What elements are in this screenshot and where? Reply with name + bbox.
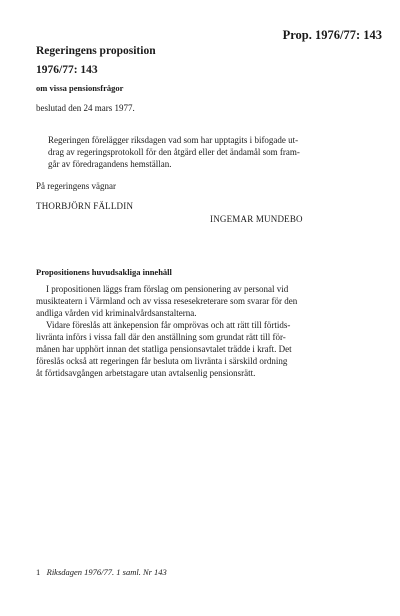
decision-date: beslutad den 24 mars 1977. (36, 103, 135, 113)
intro-paragraph (48, 134, 370, 170)
on-behalf-line: På regeringens vägnar (36, 181, 116, 191)
page-number: 1 (36, 567, 41, 577)
signatory-minister: INGEMAR MUNDEBO (210, 214, 303, 224)
proposition-number: Prop. 1976/77: 143 (282, 28, 382, 42)
document-number: 1976/77: 143 (36, 64, 98, 76)
signatory-prime-minister: THORBJÖRN FÄLLDIN (36, 201, 134, 211)
intro-line: går av föredragandens hemställan. (48, 159, 172, 169)
summary-line: livränta införs i vissa fall där den anställning som grundat rätt till för- (36, 332, 286, 342)
intro-line: drag av regeringsprotokoll för den åtgärd eller det ändamål som fram- (48, 147, 300, 157)
page-footer (36, 567, 167, 577)
footer-source: Riksdagen 1976/77. 1 saml. Nr 143 (46, 567, 167, 577)
summary-heading: Propositionens huvudsakliga innehåll (36, 267, 172, 277)
document-title: Regeringens proposition (36, 45, 156, 57)
summary-line: Vidare föreslås att änkepension får omprövas och att rätt till förtids- (46, 320, 291, 330)
summary-line: föreslås också att regeringen får besluta om livränta i särskild ordning (36, 356, 288, 366)
intro-line: Regeringen förelägger riksdagen vad som har upptagits i bifogade ut- (48, 135, 299, 145)
document-subtitle: om vissa pensionsfrågor (36, 83, 124, 93)
summary-line: andliga vården vid kriminalvårdsanstalterna. (36, 308, 197, 318)
summary-line: musikteatern i Värmland och av vissa resesekreterare som svarar för den (36, 296, 298, 306)
summary-line: månen har upphört innan det statliga pensionsavtalet trädde i kraft. Det (36, 344, 292, 354)
summary-body (36, 283, 366, 379)
summary-line: åt förtidsavgången arbetstagare utan avtalsenlig pensionsrätt. (36, 368, 256, 378)
summary-line: I propositionen läggs fram förslag om pensionering av personal vid (46, 284, 289, 294)
